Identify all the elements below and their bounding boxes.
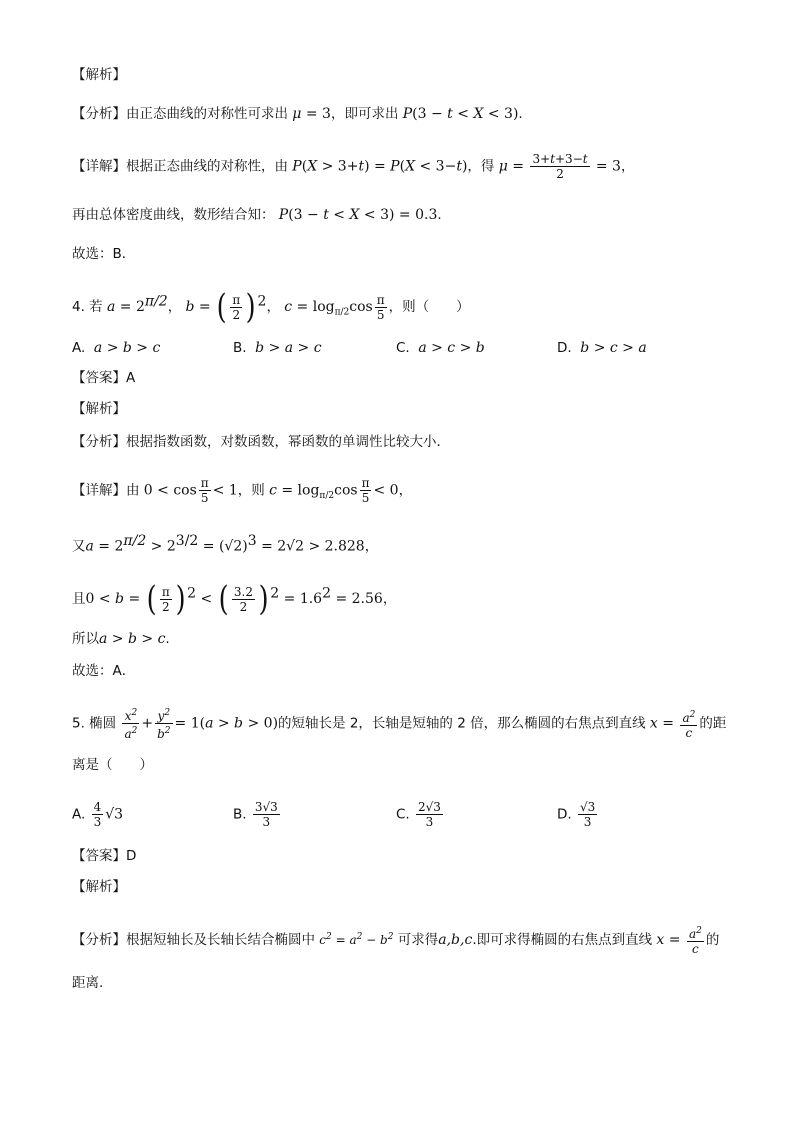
q4-option-d: D. b > c > a <box>557 340 647 356</box>
q4-xiangjie-line: 【详解】由 0 < cos $\frac{\pi}{5}$ < 1，则 $c = \log_{\pi/2}\cos$ $\frac{\pi}{5}$ < 0， <box>72 476 413 505</box>
q3-density-line: 再由总体密度曲线，数形结合知： P(3 − t < X < 3) = 0.3. <box>72 207 442 223</box>
q5-option-c: C. $\frac{2√3}{3}$ <box>396 800 441 829</box>
q4-answer: 故选：A． <box>72 663 136 679</box>
q4-option-b: B. b > a > c <box>233 340 322 356</box>
q5-option-b: B. $\frac{3√3}{3}$ <box>233 800 278 829</box>
q4-a-compare-line: 又$a = 2^{\pi/2} > 2^{3/2} = (√2)^3 = 2√2 > 2.828$， <box>72 533 379 555</box>
q3-xiangjie-line: 【详解】根据正态曲线的对称性，由 P(X > 3+t) = P(X < 3−t)，得 μ = $\frac{3+t+3-t}{2}$ = 3， <box>72 152 635 181</box>
q5-option-d: D. $\frac{√3}{3}$ <box>557 800 596 829</box>
q3-fenxi-line: 【分析】由正态曲线的对称性可求出 μ = 3，即可求出 P(3 − t < X < 3). <box>72 106 523 122</box>
q4-stem: 4. 若 $a = 2^{\pi/2}$， b = ( $\frac{\pi}{2}$ ) $^2$， $c = \log_{\pi/2}\cos$ $\frac{\pi}{5}$ ，则（ ） <box>72 287 470 327</box>
q5-fenxi-line: 【分析】根据短轴长及长轴长结合椭圆中 $c^2 = a^2 - b^2$ 可求得a,b,c.即可求得椭圆的右焦点到直线 x = $\frac{a^2}{c}$ 的 <box>72 926 720 956</box>
q5-jiexi-label: 【解析】 <box>72 879 126 895</box>
q4-fenxi-line: 【分析】根据指数函数，对数函数，幂函数的单调性比较大小． <box>72 434 450 450</box>
q4-option-a: A. a > b > c <box>72 340 161 356</box>
q4-b-compare-line: 且0 < b = ( $\frac{\pi}{2}$ ) $^2$ < ( $\frac{3.2}{2}$ ) $^2 = 1.6^2 = 2.56$， <box>72 579 397 619</box>
q5-stem-line1: 5. 椭圆 $\frac{x^2}{a^2}$ + $\frac{y^2}{b^2}$ = 1(a > b > 0)的短轴长是 2，长轴是短轴的 2 倍，那么椭圆的右焦点到直线 x = $\frac{a^2}{c}$ 的距 <box>72 708 727 741</box>
q4-jiexi-label: 【解析】 <box>72 401 126 417</box>
q4-option-c: C. a > c > b <box>396 340 485 356</box>
q5-stem-line2: 离是（ ） <box>72 757 153 773</box>
q5-answer-label: 【答案】D <box>72 848 137 864</box>
q5-fenxi-line2: 距离. <box>72 975 104 991</box>
q3-jiexi-label: 【解析】 <box>72 67 126 83</box>
q4-answer-label: 【答案】A <box>72 370 136 386</box>
q4-conclusion: 所以a > b > c. <box>72 631 170 647</box>
q3-answer: 故选：B． <box>72 246 136 262</box>
q5-option-a: A. $\frac{4}{3}$ √3 <box>72 800 124 829</box>
